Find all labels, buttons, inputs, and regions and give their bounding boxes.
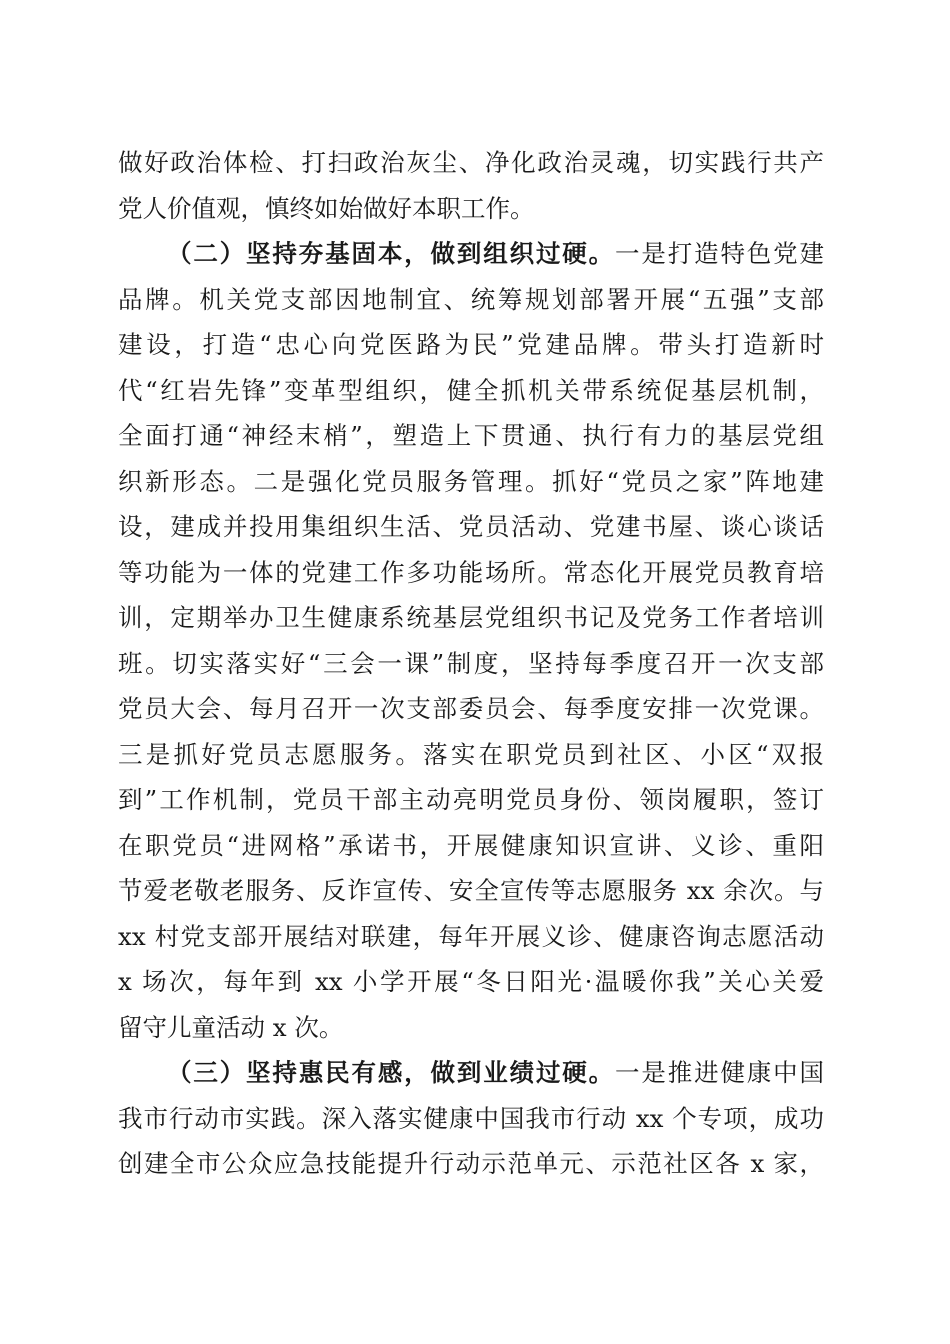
document-body [118,140,824,1187]
paragraph-2-line-4: 全面打通“神经末梢”，塑造上下贯通、执行有力的基层党组 [118,421,824,450]
paragraph-3-first-line [118,1050,824,1096]
paragraph-3-line-1: 我市行动市实践。深入落实健康中国我市行动 xx 个专项，成功 [118,1103,824,1133]
paragraph-2-line-10: 党员大会、每月召开一次支部委员会、每季度安排一次党课。 [118,694,824,723]
paragraph-2-line-15: xx 村党支部开展结对联建，每年开展义诊、健康咨询志愿活动 [118,921,824,951]
paragraph-2-first-line-rest: 一是打造特色党建 [615,239,824,268]
section-2-heading: （二）坚持夯基固本，做到组织过硬。 [167,239,616,268]
paragraph-2-line-3: 代“红岩先锋”变革型组织，健全抓机关带系统促基层机制， [118,375,824,405]
paragraph-2-line-7: 等功能为一体的党建工作多功能场所。常态化开展党员教育培 [118,557,824,587]
paragraph-2-line-1: 品牌。机关党支部因地制宜、统筹规划部署开展“五强”支部 [118,284,824,314]
paragraph-2-line-6: 设，建成并投用集组织生活、党员活动、党建书屋、谈心谈话 [118,512,824,541]
paragraph-2-line-8: 训，定期举办卫生健康系统基层党组织书记及党务工作者培训 [118,603,824,632]
paragraph-2-line-11: 三是抓好党员志愿服务。落实在职党员到社区、小区“双报 [118,739,824,769]
paragraph-1-line-2: 党人价值观，慎终如始做好本职工作。 [118,193,535,223]
paragraph-2-line-2: 建设，打造“忠心向党医路为民”党建品牌。带头打造新时 [118,330,824,359]
paragraph-2-line-9: 班。切实落实好“三会一课”制度，坚持每季度召开一次支部 [118,648,824,678]
paragraph-3-first-line-rest: 一是推进健康中国 [615,1058,824,1087]
paragraph-2-line-12: 到”工作机制，党员干部主动亮明党员身份、领岗履职，签订 [118,785,824,814]
paragraph-2-line-13: 在职党员“进网格”承诺书，开展健康知识宣讲、义诊、重阳 [118,830,824,860]
section-3-heading: （三）坚持惠民有感，做到业绩过硬。 [167,1058,616,1087]
paragraph-2-line-16: x 场次，每年到 xx 小学开展“冬日阳光·温暖你我”关心关爱 [118,967,824,996]
paragraph-1-line-1: 做好政治体检、打扫政治灰尘、净化政治灵魂，切实践行共产 [118,148,824,177]
paragraph-2-line-17: 留守儿童活动 x 次。 [118,1012,344,1042]
paragraph-2-first-line [118,231,824,277]
paragraph-3-line-2: 创建全市公众应急技能提升行动示范单元、示范社区各 x 家， [118,1149,824,1178]
paragraph-2-line-14: 节爱老敬老服务、反诈宣传、安全宣传等志愿服务 xx 余次。与 [118,876,824,905]
paragraph-2-line-5: 织新形态。二是强化党员服务管理。抓好“党员之家”阵地建 [118,466,824,496]
